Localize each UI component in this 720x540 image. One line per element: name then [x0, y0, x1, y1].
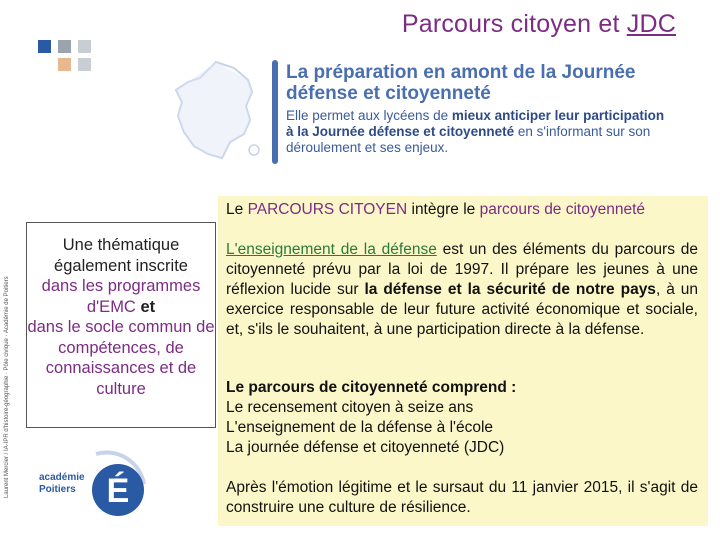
france-map-icon: [168, 58, 268, 166]
banner-sub-bold: mieux anticiper leur participation à la Journée défense et citoyenneté: [286, 108, 665, 139]
thematic-box: [26, 222, 216, 428]
thematic-socle: dans le socle commun de compétences, de connaissances et de culture: [27, 318, 215, 398]
resilience-paragraph: Après l'émotion légitime et le sursaut du 11 janvier 2015, il s'agit de construire une culture de résilience.: [226, 479, 698, 516]
list-item: Le recensement citoyen à seize ans: [226, 399, 474, 416]
banner-sub-part: Elle permet aux lycéens de: [286, 108, 452, 123]
logo-glyph: É: [106, 472, 130, 510]
paragraph-bold: la défense et la sécurité de notre pays: [364, 281, 656, 298]
defense-paragraph: [226, 240, 698, 340]
banner-subtitle: [286, 108, 666, 156]
decor-square: [78, 58, 91, 71]
banner-title: La préparation en amont de la Journée défense et citoyenneté: [286, 62, 636, 104]
intro-keyword: parcours de citoyenneté: [479, 201, 646, 218]
decor-square: [58, 58, 71, 71]
logo-line: Poitiers: [39, 484, 76, 495]
defense-teaching-link[interactable]: L'enseignement de la défense: [226, 241, 437, 258]
decor-square: [38, 40, 51, 53]
academie-poitiers-logo: [34, 444, 152, 520]
list-heading: Le parcours de citoyenneté comprend :: [226, 379, 517, 396]
intro-keyword: PARCOURS CITOYEN: [247, 201, 408, 218]
jdc-link[interactable]: JDC: [626, 10, 676, 38]
banner-sub-part: en s'informant sur son déroulement et ses enjeux.: [286, 124, 651, 155]
intro-part: Le: [226, 201, 248, 218]
author-credit: Laurent Mercier / IA-IPR d'histoire-géographie · Pôle civique · Académie de Poitiers: [4, 276, 10, 498]
list-item: L'enseignement de la défense à l'école: [226, 419, 494, 436]
slide-title: [402, 10, 676, 39]
paragraph-part: est un des éléments du parcours de citoyenneté prévu par la loi de 1997. Il prépare les jeunes à une réflexion lucide sur: [226, 241, 699, 298]
thematic-and: et: [140, 297, 156, 316]
banner-accent-bar: [272, 60, 278, 164]
thematic-programmes: dans les programmes d'EMC: [41, 277, 201, 316]
list-item: La journée défense et citoyenneté (JDC): [226, 439, 505, 456]
jdc-banner: [168, 58, 668, 170]
logo-text: [39, 472, 85, 496]
content-panel: [218, 196, 708, 526]
intro-part: intègre le: [407, 201, 480, 218]
slide-title-text: Parcours citoyen et: [401, 10, 627, 38]
paragraph-part: , à un exercice responsable de leur future activité économique et sociale, et, s'ils le souhaitent, à une participation directe à la défense.: [226, 281, 698, 338]
intro-text: [226, 200, 698, 220]
logo-line: académie: [39, 472, 85, 483]
decor-square: [78, 40, 91, 53]
parcours-list: [226, 378, 698, 458]
decor-square: [58, 40, 71, 53]
thematic-line: Une thématique également inscrite: [54, 236, 188, 275]
